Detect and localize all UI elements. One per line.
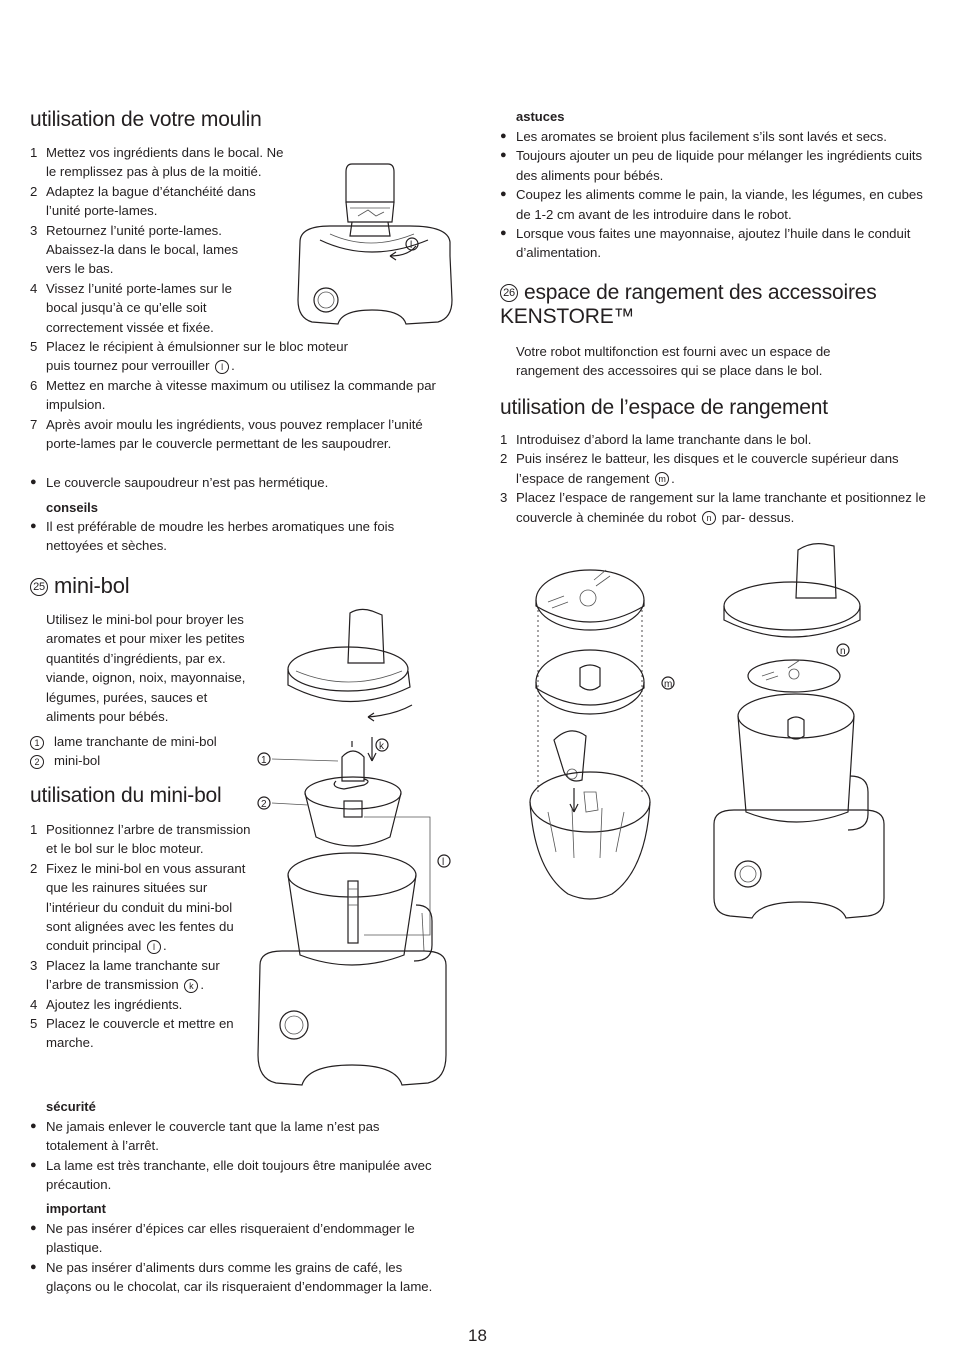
minibol-part-1: 1 lame tranchante de mini-bol <box>30 732 217 751</box>
fig-label-2: 2 <box>261 799 267 810</box>
section-number-25: 25 <box>30 578 48 596</box>
conseils-list <box>30 517 440 556</box>
list-item: 3 Placez la lame tranchante sur l’arbre de transmission k . <box>30 957 220 993</box>
list-item: ● Ne pas insérer d’épices car elles risqueraient d’endommager le plastique. <box>30 1221 415 1256</box>
list-item: 7 Après avoir moulu les ingrédients, vous pouvez remplacer l’unité porte-lames par le couvercle permettant de les saupoudrer. <box>30 416 423 452</box>
list-item: 2 Fixez le mini-bol en vous assurant que les rainures situées sur l’intérieur du conduit du mini-bol sont alignées avec les fentes du conduit principal l . <box>30 860 246 954</box>
ref-circle-m: m <box>655 472 669 486</box>
bullet-icon: ● <box>30 1120 37 1132</box>
list-item: 5 Placez le récipient à émulsionner sur le bloc moteur puis tournez pour verrouiller l . <box>30 339 348 374</box>
ref-circle-k: k <box>184 979 198 993</box>
fig-label-n: n <box>840 646 846 657</box>
bullet-icon: ● <box>500 130 507 142</box>
rangement-title: utilisation de l’espace de rangement <box>500 396 828 419</box>
fig-label-l-minibol: l <box>442 857 445 868</box>
list-item: ● Coupez les aliments comme le pain, la viande, les légumes, en cubes de 1-2 cm avant de les introduire dans le robot. <box>500 187 923 222</box>
bullet-icon: ● <box>500 188 507 201</box>
minibol-intro: Utilisez le mini-bol pour broyer les aromates et pour mixer les petites quantités d’ingrédients, par ex. viande, oignon, noix, mayonnaise, légumes, purées, sauces et aliments pour bébés. <box>46 612 246 725</box>
section-number-26: 26 <box>500 284 518 302</box>
list-item: 1 Mettez vos ingrédients dans le bocal. Ne le remplissez pas à plus de la moitié. <box>30 145 284 180</box>
kenstore-illustration <box>520 540 890 920</box>
list-item: ● La lame est très tranchante, elle doit toujours être manipulée avec précaution. <box>30 1157 432 1193</box>
moulin-title: utilisation de votre moulin <box>30 108 262 131</box>
ref-circle-l: l <box>147 940 161 954</box>
bullet-icon: ● <box>500 149 507 162</box>
bullet-icon: ● <box>30 1260 37 1273</box>
list-item: 5 Placez le couvercle et mettre en marche. <box>30 1016 234 1051</box>
securite-title: sécurité <box>46 1099 96 1114</box>
list-item: 1 Introduisez d’abord la lame tranchante dans le bol. <box>500 432 812 447</box>
list-item: ● Lorsque vous faites une mayonnaise, ajoutez l’huile dans le conduit d’alimentation. <box>500 226 911 261</box>
kenstore-title: 26 espace de rangement des accessoires KENSTORE™ <box>500 281 877 328</box>
list-item: ● Il est préférable de moudre les herbes aromatiques une fois nettoyées et sèches. <box>30 519 395 554</box>
kenstore-intro: Votre robot multifonction est fourni avec un espace de rangement des accessoires qui se place dans le bol. <box>516 344 831 379</box>
minibol-illustration <box>252 605 457 1095</box>
astuces-title: astuces <box>516 109 565 124</box>
moulin-bullets <box>30 473 455 492</box>
list-item: ● Toujours ajouter un peu de liquide pour mélanger les ingrédients cuits des aliments pour bébés. <box>500 148 923 183</box>
fig-label-m: m <box>664 679 673 690</box>
minibol-part-2: 2 mini-bol <box>30 751 100 770</box>
usage-minibol-steps <box>30 820 255 1053</box>
bullet-icon: ● <box>30 476 37 488</box>
list-item: ● Le couvercle saupoudreur n’est pas hermétique. <box>30 473 455 492</box>
list-item: 4 Vissez l’unité porte-lames sur le bocal jusqu’à ce qu’elle soit correctement vissée et fixée. <box>30 280 232 335</box>
minibol-title: 25 mini-bol <box>30 574 129 598</box>
list-item: 3 Retournez l’unité porte-lames. Abaissez-la dans le bocal, lames vers le bas. <box>30 222 239 277</box>
important-title: important <box>46 1201 106 1216</box>
list-item: 2 Adaptez la bague d’étanchéité dans l’unité porte-lames. <box>30 183 256 219</box>
bullet-icon: ● <box>30 1158 37 1171</box>
usage-minibol-title: utilisation du mini-bol <box>30 784 222 807</box>
bullet-icon: ● <box>30 1222 37 1234</box>
list-item: 1 Positionnez l’arbre de transmission et le bol sur le bloc moteur. <box>30 822 251 857</box>
bullet-icon: ● <box>30 520 37 532</box>
fig-label-1: 1 <box>261 755 267 766</box>
important-list <box>30 1219 450 1297</box>
list-item: ● Ne jamais enlever le couvercle tant que la lame n’est pas totalement à l’arrêt. <box>30 1119 380 1154</box>
list-item: 4 Ajoutez les ingrédients. <box>30 996 183 1012</box>
bullet-icon: ● <box>500 227 507 240</box>
conseils-title: conseils <box>46 500 99 515</box>
rangement-steps <box>500 430 930 527</box>
list-item: ● Les aromates se broient plus facilement s’ils sont lavés et secs. <box>500 127 925 146</box>
page-number: 18 <box>468 1326 487 1345</box>
securite-list <box>30 1117 440 1195</box>
ref-circle-n: n <box>702 511 716 525</box>
fig-label-l: l <box>410 240 413 251</box>
list-item: 3 Placez l’espace de rangement sur la lame tranchante et positionnez le couvercle à cheminée du robot n par- dessus. <box>500 490 926 525</box>
grinder-illustration <box>290 160 460 330</box>
fig-label-k: k <box>379 741 384 752</box>
astuces-list <box>500 127 925 263</box>
ref-circle-l: l <box>215 360 229 374</box>
list-item: 6 Mettez en marche à vitesse maximum ou utilisez la commande par impulsion. <box>30 377 436 413</box>
list-item: ● Ne pas insérer d’aliments durs comme les grains de café, les glaçons ou le chocolat, car ils risqueraient d’endommager la lame. <box>30 1259 433 1295</box>
list-item: 2 Puis insérez le batteur, les disques et le couvercle supérieur dans l’espace de rangement m . <box>500 451 899 486</box>
